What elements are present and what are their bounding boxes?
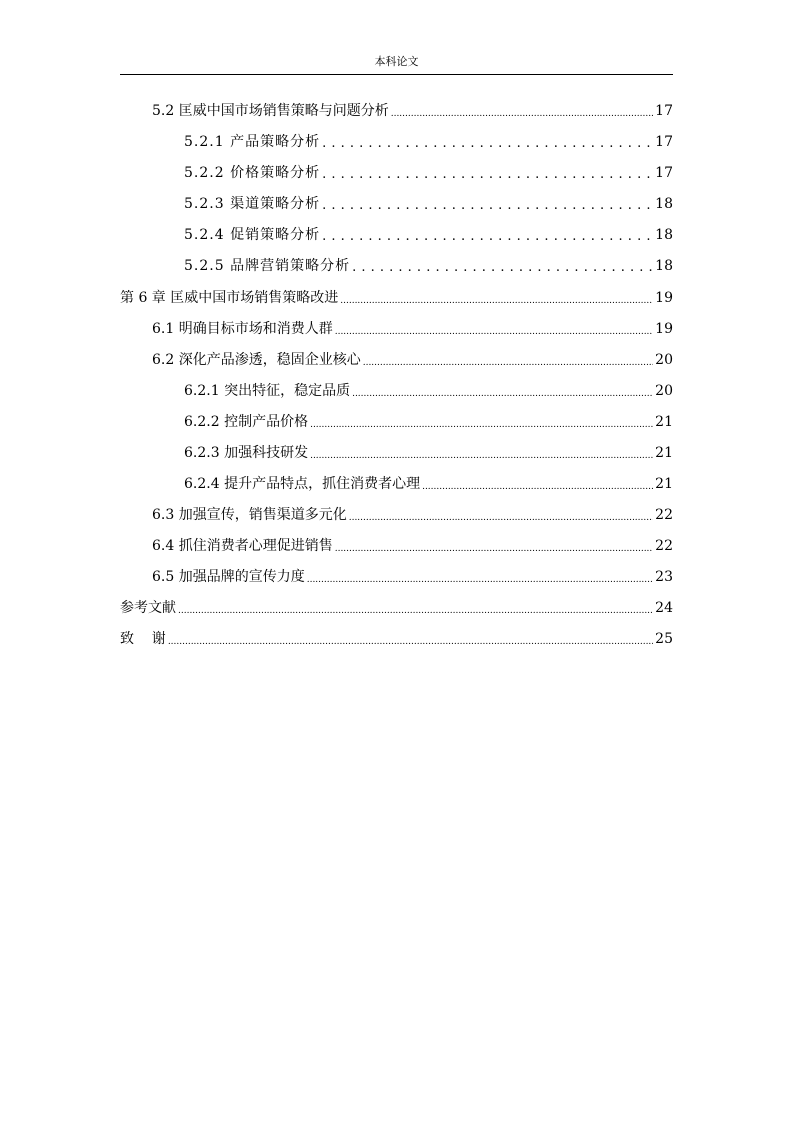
toc-entry-5-2[interactable] (152, 100, 673, 120)
toc-entry-title: 6.2.1 突出特征，稳定品质 (184, 383, 351, 399)
toc-entry-title: 6.3 加强宣传，销售渠道多元化 (152, 507, 347, 523)
toc-entry-page: 17 (655, 165, 673, 181)
toc-entry-6-2-2[interactable] (184, 411, 673, 431)
toc-entry-5-2-5[interactable] (184, 255, 673, 275)
toc-entry-title: 6.2.4 提升产品特点，抓住消费者心理 (184, 476, 421, 492)
toc-entry-references[interactable] (120, 597, 673, 617)
toc-entry-6-2-1[interactable] (184, 380, 673, 400)
toc-entry-title: 5.2.2 价格策略分析 (184, 165, 321, 181)
toc-entry-page: 21 (655, 445, 673, 461)
toc-entry-5-2-3[interactable] (184, 193, 673, 213)
toc-entry-page: 19 (655, 290, 673, 306)
toc-entry-page: 22 (655, 507, 673, 523)
toc-entry-page: 21 (655, 476, 673, 492)
toc-entry-page: 23 (655, 569, 673, 585)
toc-entry-page: 22 (655, 538, 673, 554)
toc-entry-title: 6.2.3 加强科技研发 (184, 445, 309, 461)
toc-entry-page: 18 (655, 196, 673, 212)
toc-entry-title: 6.5 加强品牌的宣传力度 (152, 569, 305, 585)
toc-entry-6-2-4[interactable] (184, 473, 673, 493)
header-title: 本科论文 (374, 55, 419, 68)
toc-entry-6-2[interactable] (152, 349, 673, 369)
dot-leader (322, 195, 653, 213)
dot-leader (168, 630, 653, 648)
toc-entry-title: 6.2.2 控制产品价格 (184, 414, 309, 430)
dot-leader (178, 599, 653, 617)
toc-entry-6-1[interactable] (152, 318, 673, 338)
toc-entry-6-5[interactable] (152, 566, 673, 586)
toc-entry-6-4[interactable] (152, 535, 673, 555)
toc-entry-5-2-2[interactable] (184, 162, 673, 182)
dot-leader (307, 568, 653, 586)
dot-leader (322, 133, 653, 151)
toc-entry-acknowledgements[interactable] (120, 628, 673, 648)
dot-leader (352, 382, 653, 400)
toc-entry-title: 5.2 匡威中国市场销售策略与问题分析 (152, 103, 389, 119)
toc-entry-chapter-6[interactable] (120, 287, 673, 307)
page-header (120, 54, 673, 75)
toc-entry-page: 20 (655, 352, 673, 368)
dot-leader (310, 444, 653, 462)
toc-entry-5-2-4[interactable] (184, 224, 673, 244)
toc-entry-title: 5.2.1 产品策略分析 (184, 134, 321, 150)
dot-leader (322, 164, 653, 182)
toc-entry-title: 致 谢 (120, 631, 166, 647)
dot-leader (363, 351, 653, 369)
toc-entry-title: 6.4 抓住消费者心理促进销售 (152, 538, 333, 554)
toc-entry-page: 17 (655, 103, 673, 119)
dot-leader (352, 257, 653, 275)
toc-entry-page: 17 (655, 134, 673, 150)
toc-entry-title: 6.2 深化产品渗透，稳固企业核心 (152, 352, 361, 368)
toc-entry-page: 25 (655, 631, 673, 647)
toc-entry-page: 20 (655, 383, 673, 399)
toc-entry-title: 5.2.3 渠道策略分析 (184, 196, 321, 212)
toc-entry-title: 6.1 明确目标市场和消费人群 (152, 321, 333, 337)
toc-entry-page: 21 (655, 414, 673, 430)
toc-entry-6-3[interactable] (152, 504, 673, 524)
dot-leader (391, 102, 653, 120)
toc-entry-6-2-3[interactable] (184, 442, 673, 462)
toc-entry-title: 5.2.4 促销策略分析 (184, 227, 321, 243)
dot-leader (310, 413, 653, 431)
dot-leader (340, 289, 653, 307)
dot-leader (422, 475, 653, 493)
dot-leader (335, 537, 653, 555)
toc-entry-title: 5.2.5 品牌营销策略分析 (184, 258, 351, 274)
toc-entry-page: 18 (655, 258, 673, 274)
toc-entry-title: 参考文献 (120, 600, 176, 616)
toc-entry-page: 24 (655, 600, 673, 616)
toc-entry-page: 19 (655, 321, 673, 337)
toc-entry-page: 18 (655, 227, 673, 243)
toc-entry-5-2-1[interactable] (184, 131, 673, 151)
toc-entry-title: 第 6 章 匡威中国市场销售策略改进 (120, 290, 339, 306)
dot-leader (322, 226, 653, 244)
dot-leader (349, 506, 653, 524)
dot-leader (335, 320, 653, 338)
